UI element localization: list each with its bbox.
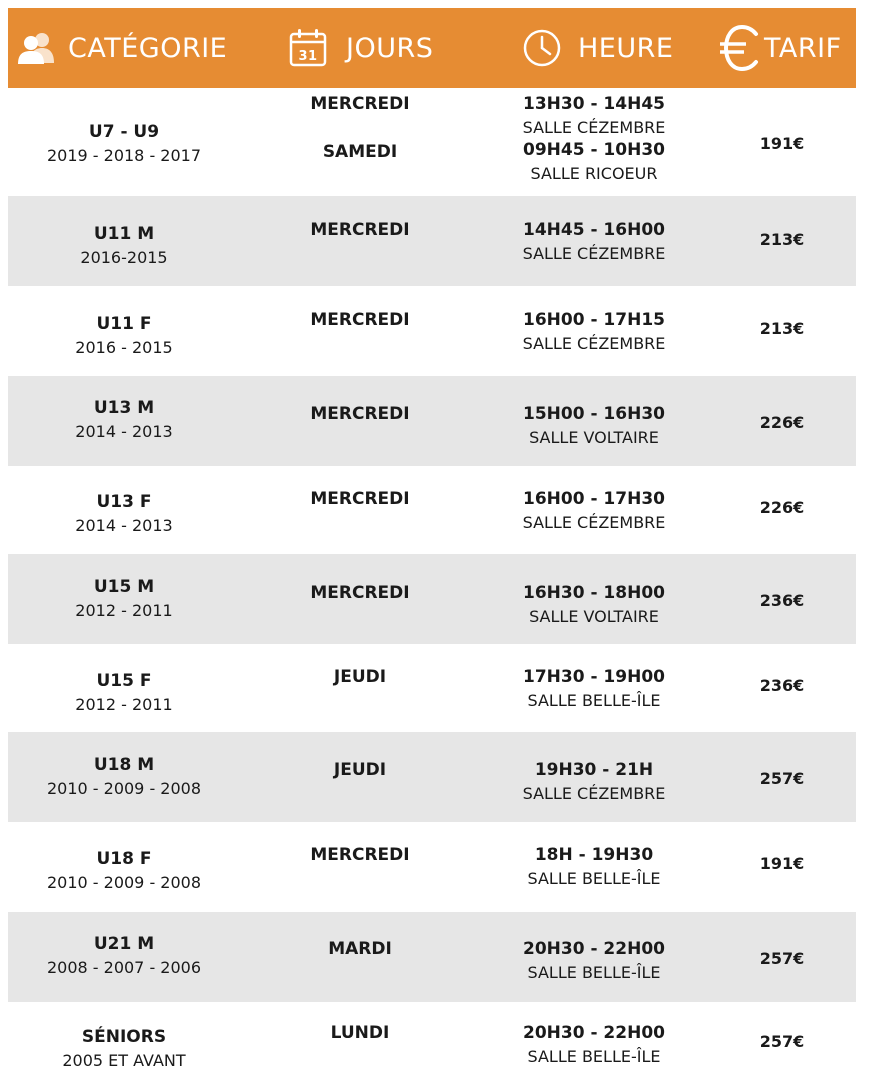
- table-row: [8, 88, 856, 196]
- table-row: [8, 286, 856, 376]
- table-row: [8, 644, 856, 732]
- category-name: SÉNIORS: [81, 1027, 167, 1047]
- price: 257€: [759, 1032, 805, 1051]
- day: MERCREDI: [310, 404, 410, 424]
- day: MERCREDI: [310, 845, 410, 865]
- day: LUNDI: [330, 1023, 390, 1043]
- price: 257€: [759, 769, 805, 788]
- day: MERCREDI: [310, 94, 410, 114]
- category-name: U15 M: [93, 577, 155, 597]
- time: 18H - 19H30: [534, 845, 654, 865]
- day: MARDI: [328, 939, 392, 959]
- venue: SALLE VOLTAIRE: [529, 607, 659, 626]
- price: 191€: [759, 134, 805, 153]
- day: SAMEDI: [322, 142, 398, 162]
- category-name: U15 F: [96, 671, 152, 691]
- venue: SALLE CÉZEMBRE: [522, 513, 666, 532]
- category-name: U21 M: [93, 934, 155, 954]
- price: 257€: [759, 949, 805, 968]
- day: JEUDI: [333, 760, 387, 780]
- table-row: [8, 466, 856, 554]
- venue: SALLE BELLE-ÎLE: [527, 1047, 661, 1066]
- venue: SALLE BELLE-ÎLE: [527, 691, 661, 710]
- time: 19H30 - 21H: [534, 760, 654, 780]
- price: 191€: [759, 854, 805, 873]
- table-row: [8, 1002, 856, 1078]
- category-years: 2019 - 2018 - 2017: [46, 146, 202, 165]
- time: 16H00 - 17H30: [523, 489, 665, 509]
- time: 17H30 - 19H00: [523, 667, 665, 687]
- day: MERCREDI: [310, 583, 410, 603]
- day: MERCREDI: [310, 220, 410, 240]
- day: JEUDI: [333, 667, 387, 687]
- table-row: [8, 912, 856, 1002]
- time: 16H30 - 18H00: [523, 583, 665, 603]
- venue: SALLE BELLE-ÎLE: [527, 963, 661, 982]
- category-years: 2010 - 2009 - 2008: [46, 873, 202, 892]
- table-row: [8, 822, 856, 912]
- day: MERCREDI: [310, 489, 410, 509]
- time: 13H30 - 14H45: [523, 94, 665, 114]
- table-row: [8, 196, 856, 286]
- price: 213€: [759, 230, 805, 249]
- category-name: U11 M: [93, 224, 155, 244]
- header-tarif: [720, 8, 842, 88]
- category-name: U13 M: [93, 398, 155, 418]
- category-years: 2005 ET AVANT: [62, 1051, 186, 1070]
- header-heure-label: HEURE: [578, 32, 674, 64]
- category-years: 2012 - 2011: [75, 601, 173, 620]
- category-name: U13 F: [96, 492, 152, 512]
- category-name: U11 F: [96, 314, 152, 334]
- venue: SALLE CÉZEMBRE: [522, 334, 666, 353]
- venue: SALLE CÉZEMBRE: [522, 118, 666, 137]
- table-header: [8, 8, 856, 88]
- category-years: 2008 - 2007 - 2006: [46, 958, 202, 977]
- time: 09H45 - 10H30: [523, 140, 665, 160]
- price: 226€: [759, 413, 805, 432]
- price: 213€: [759, 319, 805, 338]
- price: 236€: [759, 591, 805, 610]
- header-tarif-label: TARIF: [764, 32, 842, 64]
- time: 14H45 - 16H00: [523, 220, 665, 240]
- venue: SALLE CÉZEMBRE: [522, 244, 666, 263]
- euro-icon: [720, 24, 760, 72]
- users-icon: [16, 31, 58, 65]
- table-row: [8, 376, 856, 466]
- category-name: U18 M: [93, 755, 155, 775]
- venue: SALLE RICOEUR: [530, 164, 658, 183]
- calendar-day: 31: [298, 49, 318, 64]
- table-row: [8, 732, 856, 822]
- category-years: 2016 - 2015: [75, 338, 173, 357]
- category-years: 2010 - 2009 - 2008: [46, 779, 202, 798]
- day: MERCREDI: [310, 310, 410, 330]
- header-jours: [288, 8, 433, 88]
- header-jours-label: JOURS: [346, 32, 434, 64]
- category-years: 2014 - 2013: [75, 422, 173, 441]
- time: 20H30 - 22H00: [523, 939, 665, 959]
- category-years: 2014 - 2013: [75, 516, 173, 535]
- category-years: 2016-2015: [80, 248, 168, 267]
- price: 236€: [759, 676, 805, 695]
- table-row: [8, 554, 856, 644]
- venue: SALLE CÉZEMBRE: [522, 784, 666, 803]
- time: 16H00 - 17H15: [523, 310, 665, 330]
- category-name: U18 F: [96, 849, 152, 869]
- calendar-icon: [288, 28, 328, 68]
- venue: SALLE VOLTAIRE: [529, 428, 659, 447]
- header-heure: [522, 8, 673, 88]
- category-name: U7 - U9: [88, 122, 160, 142]
- time: 20H30 - 22H00: [523, 1023, 665, 1043]
- price: 226€: [759, 498, 805, 517]
- category-years: 2012 - 2011: [75, 695, 173, 714]
- clock-icon: [522, 28, 562, 68]
- venue: SALLE BELLE-ÎLE: [527, 869, 661, 888]
- time: 15H00 - 16H30: [523, 404, 665, 424]
- header-categorie-label: CATÉGORIE: [68, 32, 228, 64]
- header-categorie: [16, 8, 227, 88]
